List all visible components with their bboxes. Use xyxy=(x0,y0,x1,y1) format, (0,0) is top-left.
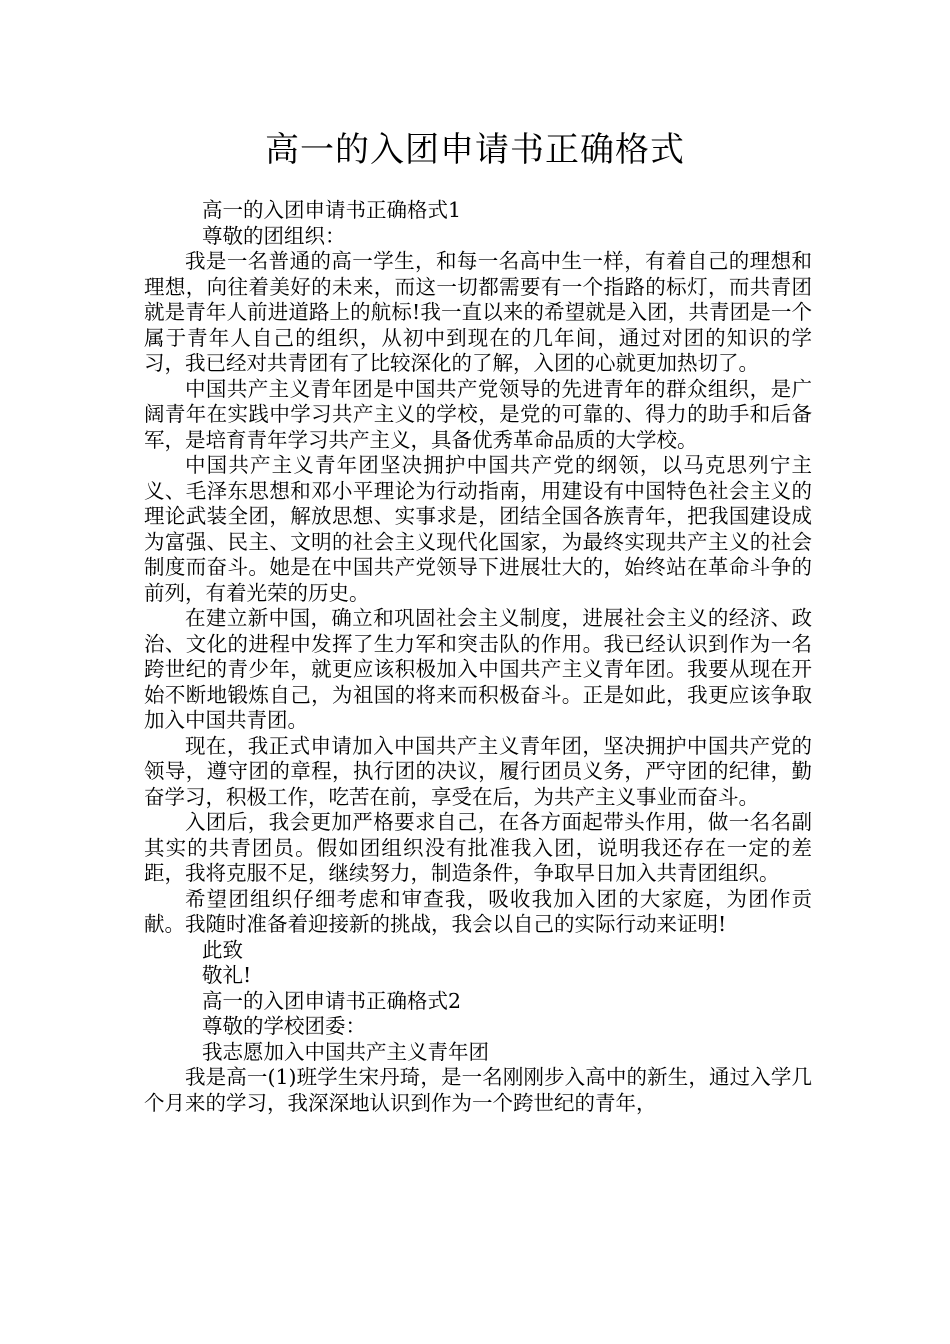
section-heading: 高一的入团申请书正确格式1 xyxy=(202,198,462,222)
paragraph: 我是高一(1)班学生宋丹琦，是一名刚刚步入高中的新生，通过入学几个月来的学习，我深深地认识到作为一个跨世纪的青年， xyxy=(144,1065,812,1115)
section-heading: 高一的入团申请书正确格式2 xyxy=(202,988,462,1013)
paragraph: 我是一名普通的高一学生，和每一名高中生一样，有着自己的理想和理想，向往着美好的未来，而这一切都需要有一个指路的标灯，而共青团就是青年人前进道路上的航标!我一直以来的希望就是入团，共青团是一个属于青年人自己的组织，从初中到现在的几年间，通过对团的知识的学习，我已经对共青团有了比较深化的了解，入团的心就更加热切了。 xyxy=(144,249,812,375)
closing-line: 此致 xyxy=(202,937,243,962)
closing-line: 敬礼! xyxy=(202,963,252,987)
salutation: 尊敬的学校团委： xyxy=(202,1014,366,1038)
paragraph: 在建立新中国，确立和巩固社会主义制度，进展社会主义的经济、政治、文化的进程中发挥了生力军和突击队的作用。我已经认识到作为一名跨世纪的青少年，就更应该积极加入中国共产主义青年团。我要从现在开始不断地锻炼自己，为祖国的将来而积极奋斗。正是如此，我更应该争取加入中国共青团。 xyxy=(144,606,812,732)
paragraph: 现在，我正式申请加入中国共产主义青年团，坚决拥护中国共产党的领导，遵守团的章程，执行团的决议，履行团员义务，严守团的纪律，勤奋学习，积极工作，吃苦在前，享受在后，为共产主义事业而奋斗。 xyxy=(144,733,812,809)
document-title: 高一的入团申请书正确格式 xyxy=(265,130,685,170)
paragraph: 入团后，我会更加严格要求自己，在各方面起带头作用，做一名名副其实的共青团员。假如团组织没有批准我入团，说明我还存在一定的差距，我将克服不足，继续努力，制造条件，争取早日加入共青团组织。 xyxy=(144,810,812,885)
document-body xyxy=(144,198,812,1116)
salutation: 尊敬的团组织： xyxy=(202,223,346,248)
paragraph: 希望团组织仔细考虑和审查我，吸收我加入团的大家庭，为团作贡献。我随时准备着迎接新的挑战，我会以自己的实际行动来证明! xyxy=(144,886,812,936)
paragraph: 中国共产主义青年团坚决拥护中国共产党的纲领，以马克思列宁主义、毛泽东思想和邓小平理论为行动指南，用建设有中国特色社会主义的理论武装全团，解放思想、实事求是，团结全国各族青年，把我国建设成为富强、民主、文明的社会主义现代化国家，为最终实现共产主义的社会制度而奋斗。她是在中国共产党领导下进展壮大的，始终站在革命斗争的前列，有着光荣的历史。 xyxy=(144,453,812,605)
intro-line: 我志愿加入中国共产主义青年团 xyxy=(202,1039,489,1064)
paragraph: 中国共产主义青年团是中国共产党领导的先进青年的群众组织，是广阔青年在实践中学习共产主义的学校，是党的可靠的、得力的助手和后备军，是培育青年学习共产主义，具备优秀革命品质的大学校。 xyxy=(144,376,812,452)
